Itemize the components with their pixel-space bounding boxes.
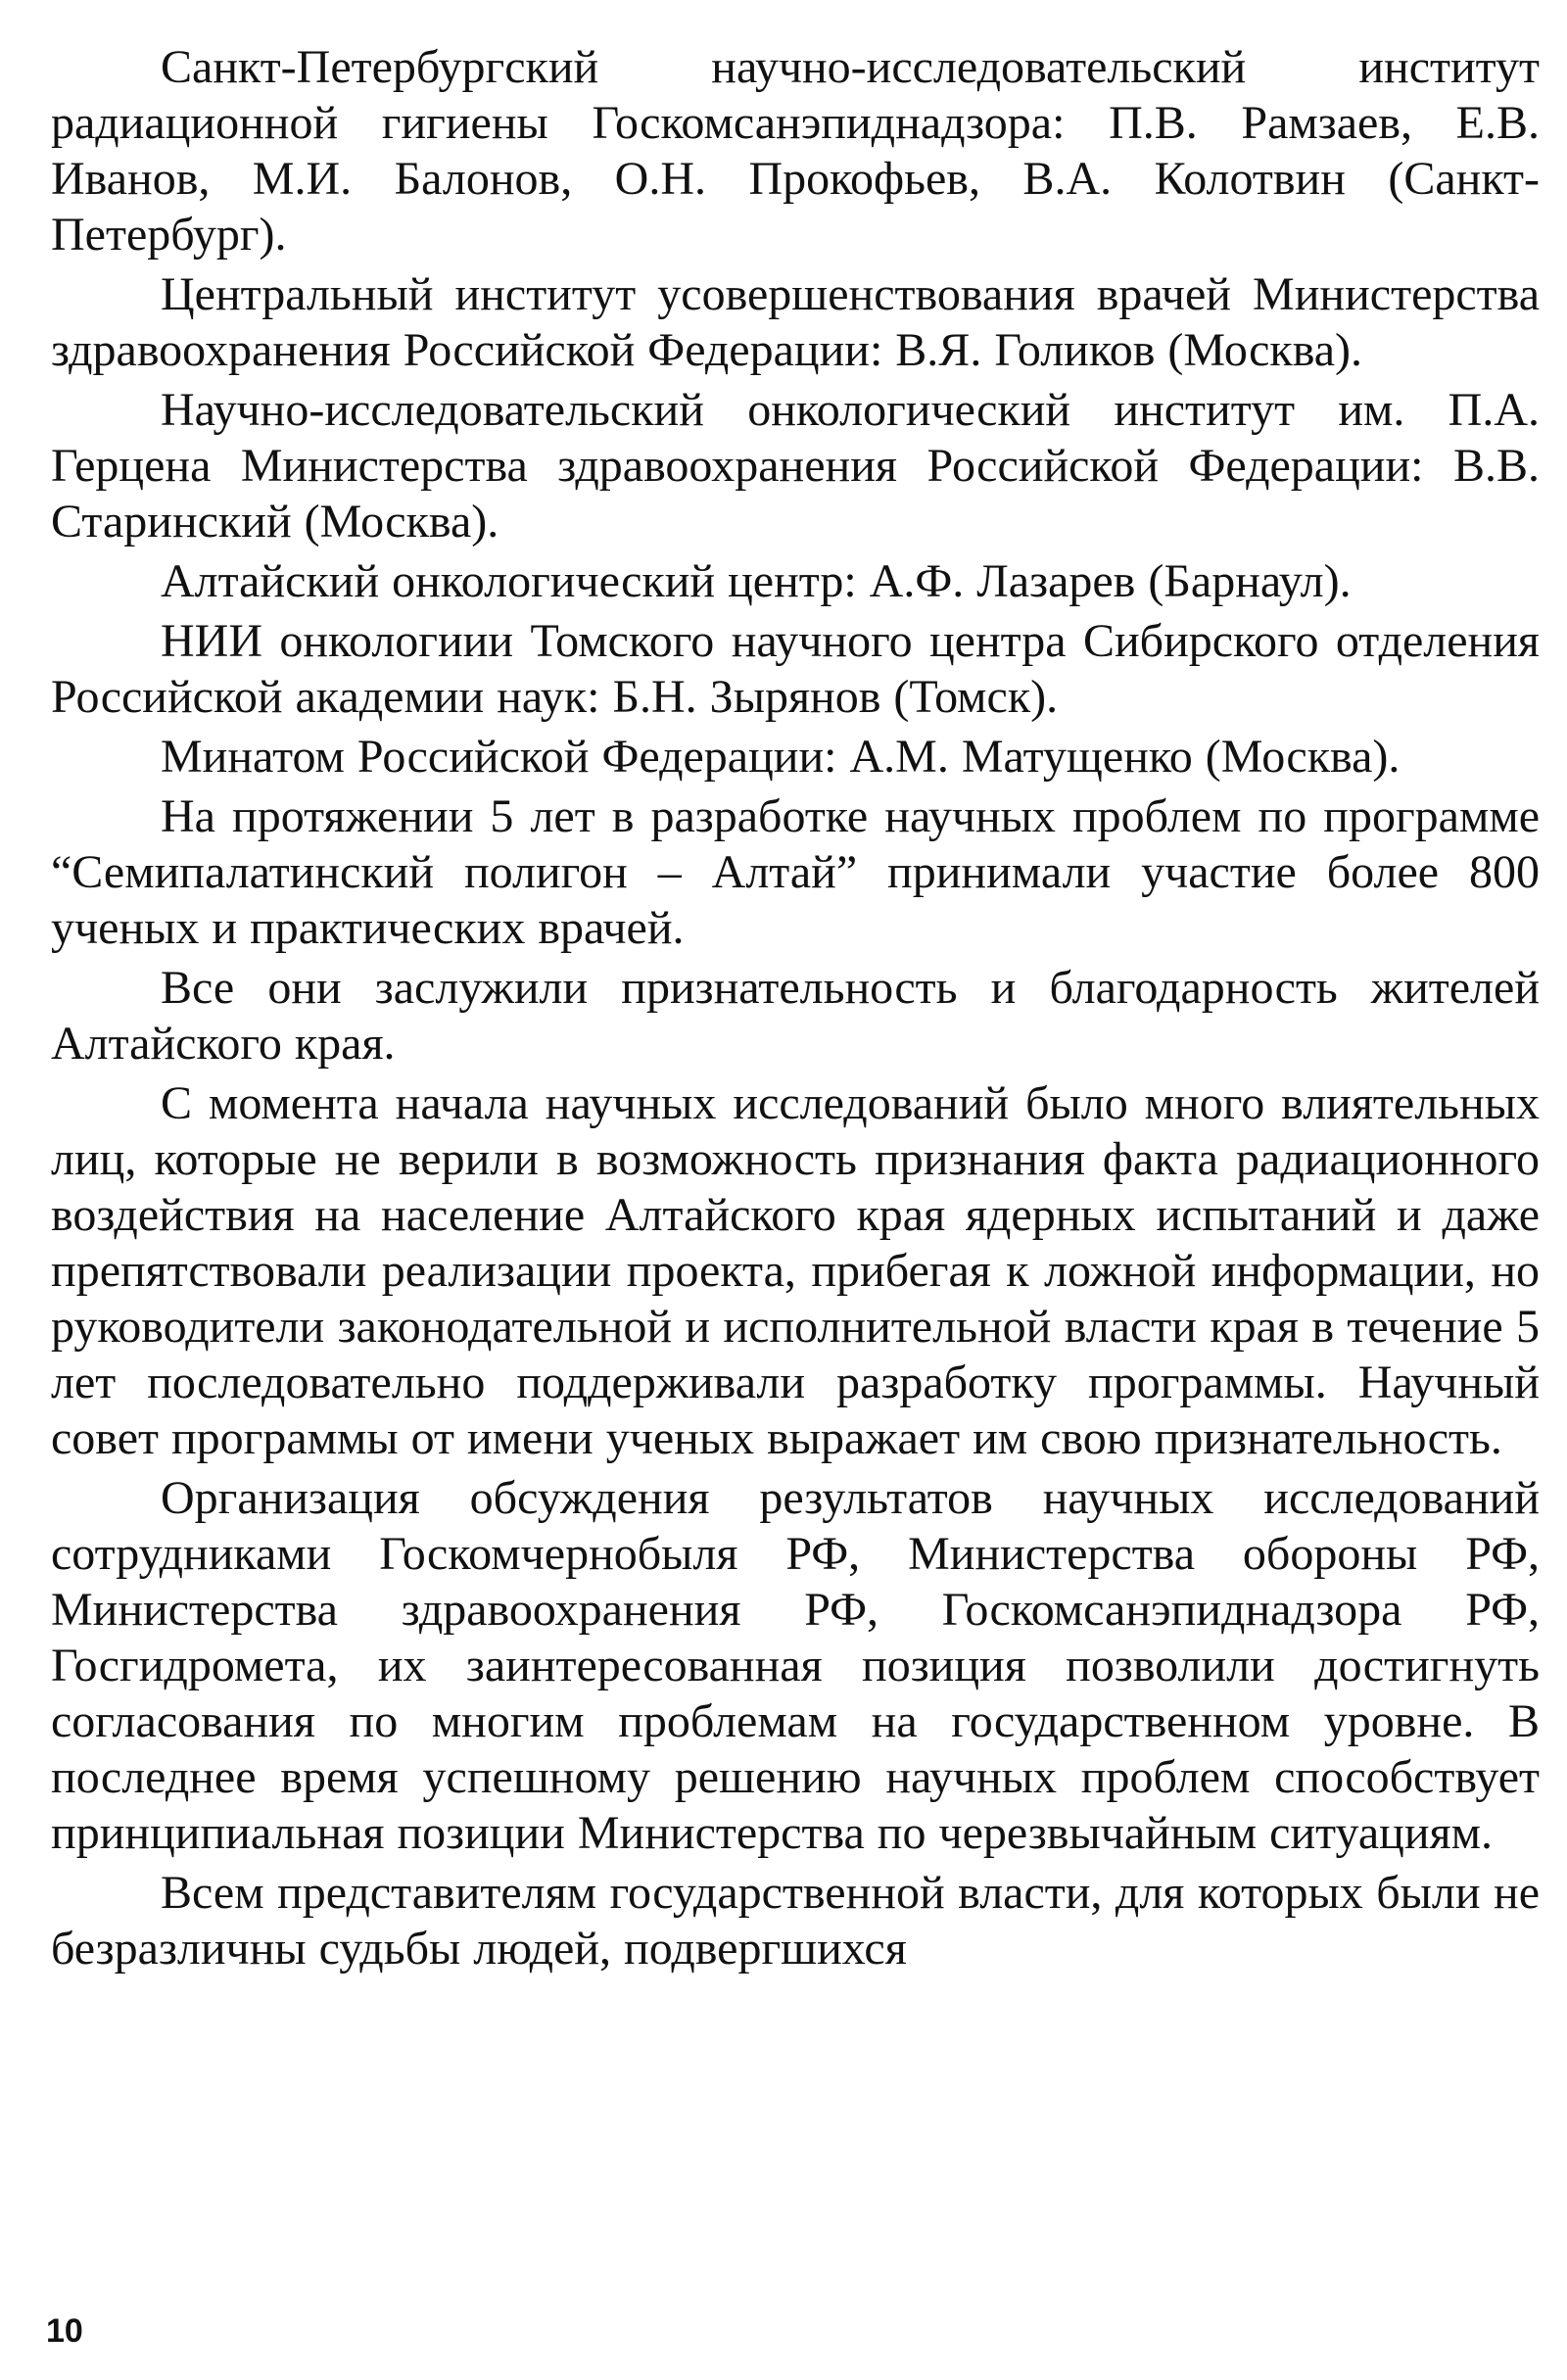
paragraph-tomsk-institute: НИИ онкологиии Томского научного центра Сибирского отделения Российской академии наук: Б.Н. Зырянов (Томск). — [51, 615, 1540, 723]
paragraph-state-representatives: Всем представителям государственной власти, для которых были не безразличны судьбы людей, подвергшихся — [51, 1867, 1540, 1975]
paragraph-gratitude-residents: Все они заслужили признательность и благодарность жителей Алтайского края. — [51, 962, 1540, 1070]
paragraph-central-institute: Центральный институт усовершенствования врачей Министерства здравоохранения Российской Федерации: В.Я. Голиков (Москва). — [51, 268, 1540, 376]
page-number: 10 — [46, 2312, 83, 2350]
paragraph-organization-discussion: Организация обсуждения результатов научных исследований сотрудниками Госкомчернобыля РФ, Министерства обороны РФ, Министерства здравоохранения РФ, Госкомсанэпиднадзора РФ, Госгидромета, их заинтересованная позиция позволили достигнуть согласования по многим проблемам на государственном уровне. В последнее время успешному решению научных проблем способствует принципиальная позиции Министерства по черезвычайным ситуациям. — [51, 1472, 1540, 1859]
paragraph-research-resistance: С момента начала научных исследований было много влиятельных лиц, которые не верили в возможность признания факта радиационного воздействия на население Алтайского края ядерных испытаний и даже препятствовали реализации проекта, прибегая к ложной информации, но руководители законодательной и исполнительной власти края в течение 5 лет последовательно поддерживали разработку программы. Научный совет программы от имени ученых выражает им свою признательность. — [51, 1077, 1540, 1464]
paragraph-program-participants: На протяжении 5 лет в разработке научных проблем по программе “Семипалатинский полигон – Алтай” принимали участие более 800 ученых и практических врачей. — [51, 790, 1540, 954]
paragraph-herzen-institute: Научно-исследовательский онкологический институт им. П.А. Герцена Министерства здравоохранения Российской Федерации: В.В. Старинский (Москва). — [51, 384, 1540, 547]
paragraph-minatom: Минатом Российской Федерации: А.М. Матущенко (Москва). — [161, 731, 1401, 783]
paragraph-altai-oncology: Алтайский онкологический центр: А.Ф. Лазарев (Барнаул). — [161, 555, 1352, 607]
paragraph-spb-institute: Санкт-Петербургский научно-исследовательский институт радиационной гигиены Госкомсанэпиднадзора: П.В. Рамзаев, Е.В. Иванов, М.И. Балонов, О.Н. Прокофьев, В.А. Колотвин (Санкт-Петербург). — [51, 41, 1540, 261]
document-page — [51, 39, 1540, 1980]
